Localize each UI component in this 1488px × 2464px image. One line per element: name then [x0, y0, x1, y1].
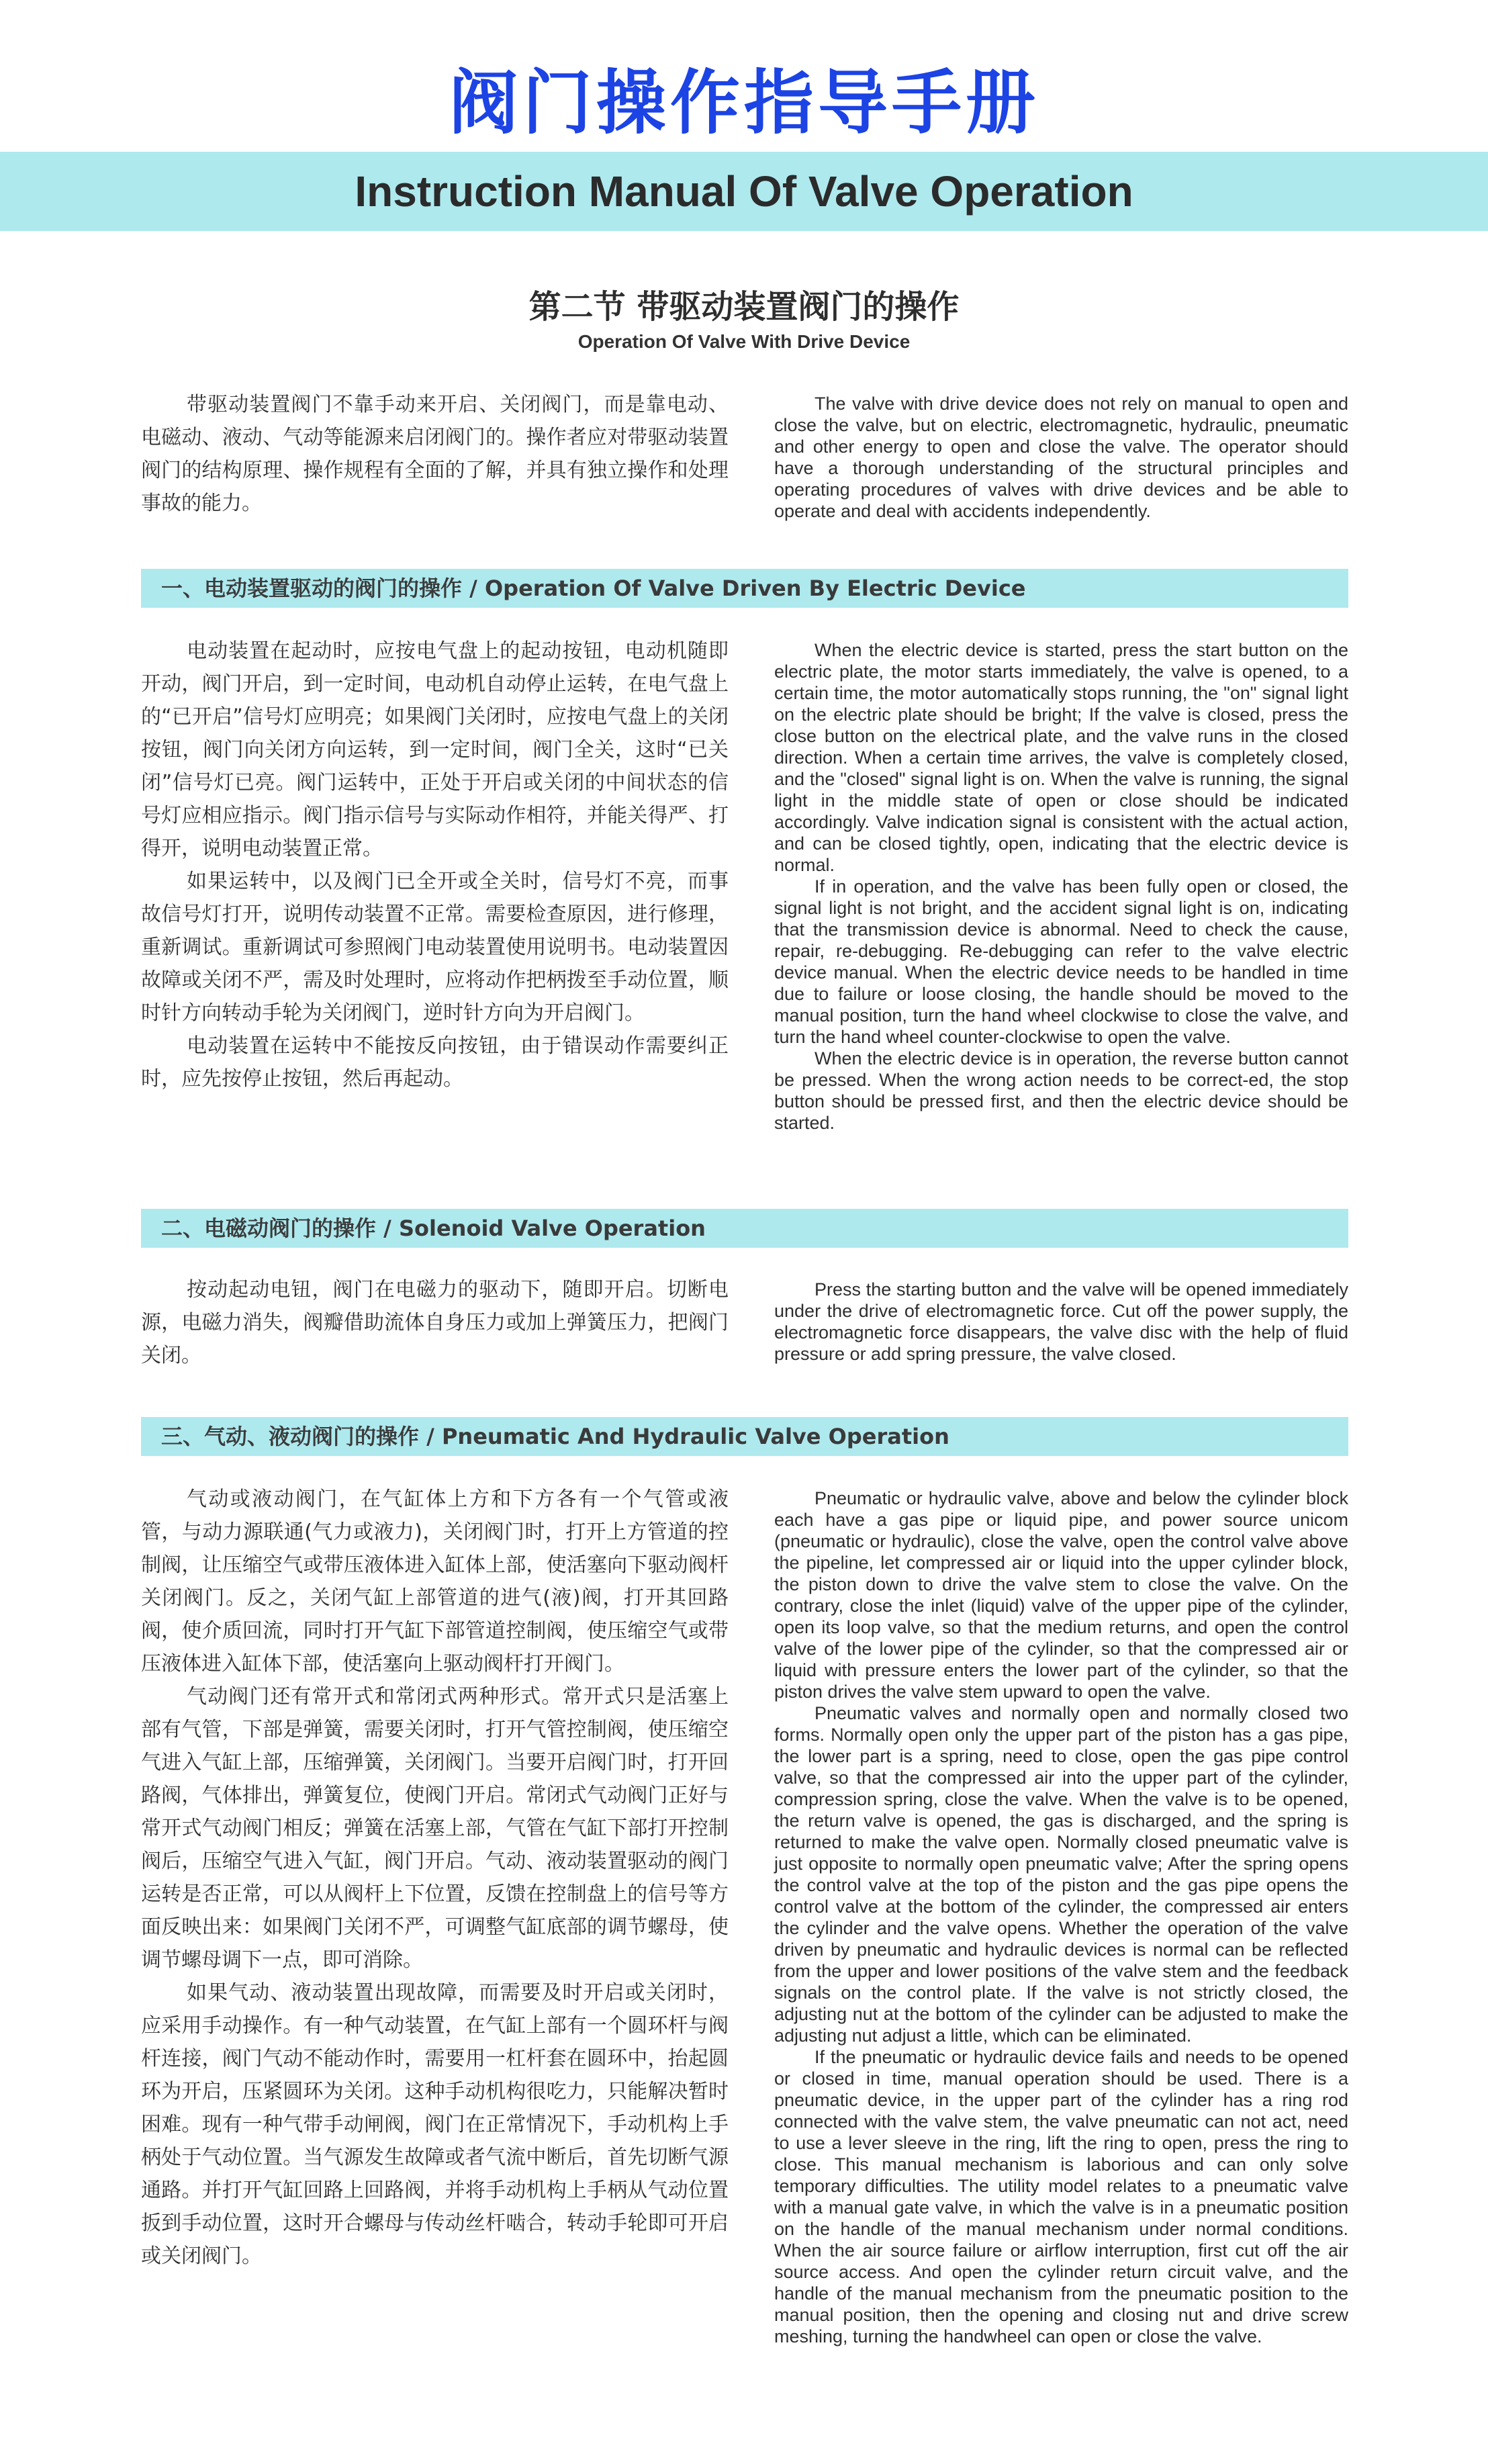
sub2-en-paragraph: Press the starting button and the valve will be opened immediately under the drive of electromagnetic force. Cut off the power supply, the electromagnetic force disappears, the valve disc with the help of fluid pressure or add spring pressure, the valve closed. — [774, 1279, 1348, 1364]
sub1-en-paragraph: When the electric device is in operation, the reverse button cannot be pressed. When the wrong action needs to be correct-ed, the stop button should be pressed first, and then the electric device should be started. — [774, 1048, 1348, 1133]
sub1-cn-paragraph: 电动装置在运转中不能按反向按钮，由于错误动作需要纠正时，应先按停止按钮，然后再起动。 — [141, 1034, 729, 1091]
subsection-2-band — [141, 1209, 1348, 1248]
section-title-en: Operation Of Valve With Drive Device — [577, 331, 911, 352]
title-band — [0, 152, 1488, 231]
sub1-cn-paragraph: 电动装置在起动时，应按电气盘上的起动按钮，电动机随即开动，阀门开启，到一定时间，电动机自动停止运转，在电气盘上的“已开启”信号灯应明亮；如果阀门关闭时，应按电气盘上的关闭按钮，阀门向关闭方向运转，到一定时间，阀门全关，这时“已关闭”信号灯已亮。阀门运转中，正处于开启或关闭的中间状态的信号灯应相应指示。阀门指示信号与实际动作相符，并能关得严、打得开，说明电动装置正常。 — [141, 639, 729, 860]
sub3-en-paragraph: Pneumatic or hydraulic valve, above and below the cylinder block each have a gas pipe or liquid pipe, and power source unicom (pneumatic or hydraulic), close the valve, open the control valve above the pipeline, let compressed air or liquid into the upper cylinder block, the piston down to drive the valve stem to close the valve. On the contrary, close the inlet (liquid) valve of the upper pipe of the cylinder, open its loop valve, so that the medium returns, and open the control valve of the lower pipe of the cylinder, so that the compressed air or liquid with pressure enters the lower part of the cylinder, so that the piston drives the valve stem upward to open the valve. — [774, 1488, 1348, 1702]
sub3-cn-paragraph: 如果气动、液动装置出现故障，而需要及时开启或关闭时，应采用手动操作。有一种气动装置，在气缸上部有一个圆环杆与阀杆连接，阀门气动不能动作时，需要用一杠杆套在圆环中，抬起圆环为开启，压紧圆环为关闭。这种手动机构很吃力，只能解决暂时困难。现有一种气带手动闸阀，阀门在正常情况下，手动机构上手柄处于气动位置。当气源发生故障或者气流中断后，首先切断气源通路。并打开气缸回路上回路阀，并将手动机构上手柄从气动位置扳到手动位置，这时开合螺母与传动丝杆啮合，转动手轮即可开启或关闭阀门。 — [141, 1981, 729, 2268]
intro-cn-column — [141, 388, 729, 520]
section-title-cn: 第二节 带驱动装置阀门的操作 — [528, 288, 960, 326]
sub3-en-paragraph: If the pneumatic or hydraulic device fails and needs to be opened or closed in time, manual operation should be used. There is a pneumatic device, in the upper part of the cylinder has a ring rod connected with the valve stem, the valve pneumatic can not act, need to use a lever sleeve in the ring, lift the ring to open, press the ring to close. This manual mechanism is laborious and can only solve temporary difficulties. The utility model relates to a pneumatic valve with a manual gate valve, in which the valve is in a pneumatic position on the handle of the manual mechanism under normal conditions. When the air source failure or airflow interruption, first cut off the air source access. And open the cylinder return circuit valve, and the handle of the manual mechanism from the pneumatic position to the manual position, then the opening and closing nut and drive screw meshing, turning the handwheel can open or close the valve. — [774, 2047, 1348, 2346]
sub3-en-column — [774, 1488, 1348, 2347]
subsection-2-heading: 二、电磁动阀门的操作 / Solenoid Valve Operation — [161, 1216, 706, 1241]
sub2-en-column — [774, 1279, 1348, 1365]
intro-en-column — [774, 393, 1348, 522]
subsection-1-heading: 一、电动装置驱动的阀门的操作 / Operation Of Valve Driven By Electric Device — [161, 576, 1026, 601]
sub3-cn-paragraph: 气动或液动阀门，在气缸体上方和下方各有一个气管或液管，与动力源联通(气力或液力)，关闭阀门时，打开上方管道的控制阀，让压缩空气或带压液体进入缸体上部，使活塞向下驱动阀杆关闭阀门。反之，关闭气缸上部管道的进气(液)阀，打开其回路阀，使介质回流，同时打开气缸下部管道控制阀，使压缩空气或带压液体进入缸体下部，使活塞向上驱动阀杆打开阀门。 — [141, 1488, 729, 1676]
subsection-3-heading: 三、气动、液动阀门的操作 / Pneumatic And Hydraulic Valve Operation — [161, 1424, 949, 1449]
sub3-cn-paragraph: 气动阀门还有常开式和常闭式两种形式。常开式只是活塞上部有气管，下部是弹簧，需要关闭时，打开气管控制阀，使压缩空气进入气缸上部，压缩弹簧，关闭阀门。当要开启阀门时，打开回路阀，气体排出，弹簧复位，使阀门开启。常闭式气动阀门正好与常开式气动阀门相反；弹簧在活塞上部，气管在气缸下部打开控制阀后，压缩空气进入气缸，阀门开启。气动、液动装置驱动的阀门运转是否正常，可以从阀杆上下位置，反馈在控制盘上的信号等方面反映出来：如果阀门关闭不严，可调整气缸底部的调节螺母，使调节螺母调下一点，即可消除。 — [141, 1685, 729, 1972]
sub3-cn-column — [141, 1483, 729, 2273]
page-title-cn: 阀门操作指导手册 — [448, 62, 1039, 144]
sub2-cn-column — [141, 1273, 729, 1372]
sub1-cn-paragraph: 如果运转中，以及阀门已全开或全关时，信号灯不亮，而事故信号灯打开，说明传动装置不正常。需要检查原因，进行修理，重新调试。重新调试可参照阀门电动装置使用说明书。电动装置因故障或关闭不严，需及时处理时，应将动作把柄拨至手动位置，顺时针方向转动手轮为关闭阀门，逆时针方向为开启阀门。 — [141, 870, 729, 1025]
sub1-en-paragraph: When the electric device is started, press the start button on the electric plate, the motor starts immediately, the valve is opened, to a certain time, the motor automatically stops running, the "on" signal light on the electric plate should be bright; If the valve is closed, press the close button on the electrical plate, and the valve runs in the closed direction. When a certain time arrives, the valve is completely closed, and the "closed" signal light is on. When the valve is running, the signal light in the middle state of open or close should be indicated accordingly. Valve indication signal is consistent with the actual action, and can be closed tightly, open, indicating that the electric device is normal. — [774, 640, 1348, 875]
intro-cn-paragraph: 带驱动装置阀门不靠手动来开启、关闭阀门，而是靠电动、电磁动、液动、气动等能源来启闭阀门的。操作者应对带驱动装置阀门的结构原理、操作规程有全面的了解，并具有独立操作和处理事故的能力。 — [141, 393, 729, 515]
sub2-cn-paragraph: 按动起动电钮，阀门在电磁力的驱动下，随即开启。切断电源，电磁力消失，阀瓣借助流体自身压力或加上弹簧压力，把阀门关闭。 — [141, 1278, 729, 1367]
subsection-3-band — [141, 1417, 1348, 1456]
sub3-en-paragraph: Pneumatic valves and normally open and normally closed two forms. Normally open only the upper part of the piston has a gas pipe, the lower part is a spring, need to close, open the gas pipe control valve, so that the compressed air into the upper part of the cylinder, compression spring, close the valve. When the valve is to be opened, the return valve is opened, the gas is discharged, and the spring is returned to make the valve open. Normally closed pneumatic valve is just opposite to normally open pneumatic valve; After the spring opens the control valve at the top of the piston and the gas pipe opens the control valve at the bottom of the cylinder, the compressed air enters the cylinder and the valve opens. Whether the operation of the valve driven by pneumatic and hydraulic devices is normal can be reflected from the upper and lower positions of the valve stem and the feedback signals on the control plate. If the valve is not strictly closed, the adjusting nut at the bottom of the cylinder can be adjusted to make the adjusting nut adjust a little, which can be eliminated. — [774, 1703, 1348, 2046]
page-title-en: Instruction Manual Of Valve Operation — [355, 167, 1133, 216]
sub1-en-paragraph: If in operation, and the valve has been fully open or closed, the signal light is not bright, and the accident signal light is on, indicating that the transmission device is abnormal. Need to check the cause, repair, re-debugging. Re-debugging can refer to the valve electric device manual. When the electric device needs to be handled in time due to failure or loose closing, the handle should be moved to the manual position, turn the hand wheel clockwise to close the valve, and turn the hand wheel counter-clockwise to open the valve. — [774, 876, 1348, 1047]
subsection-1-band — [141, 569, 1348, 608]
sub1-en-column — [774, 639, 1348, 1134]
section-heading — [0, 285, 1488, 355]
sub1-cn-column — [141, 635, 729, 1095]
intro-en-paragraph: The valve with drive device does not rely on manual to open and close the valve, but on electric, electromagnetic, hydraulic, pneumatic and other energy to open and close the valve. The operator should have a thorough understanding of the structural principles and operating procedures of valves with drive devices and be able to operate and deal with accidents independently. — [774, 394, 1348, 521]
